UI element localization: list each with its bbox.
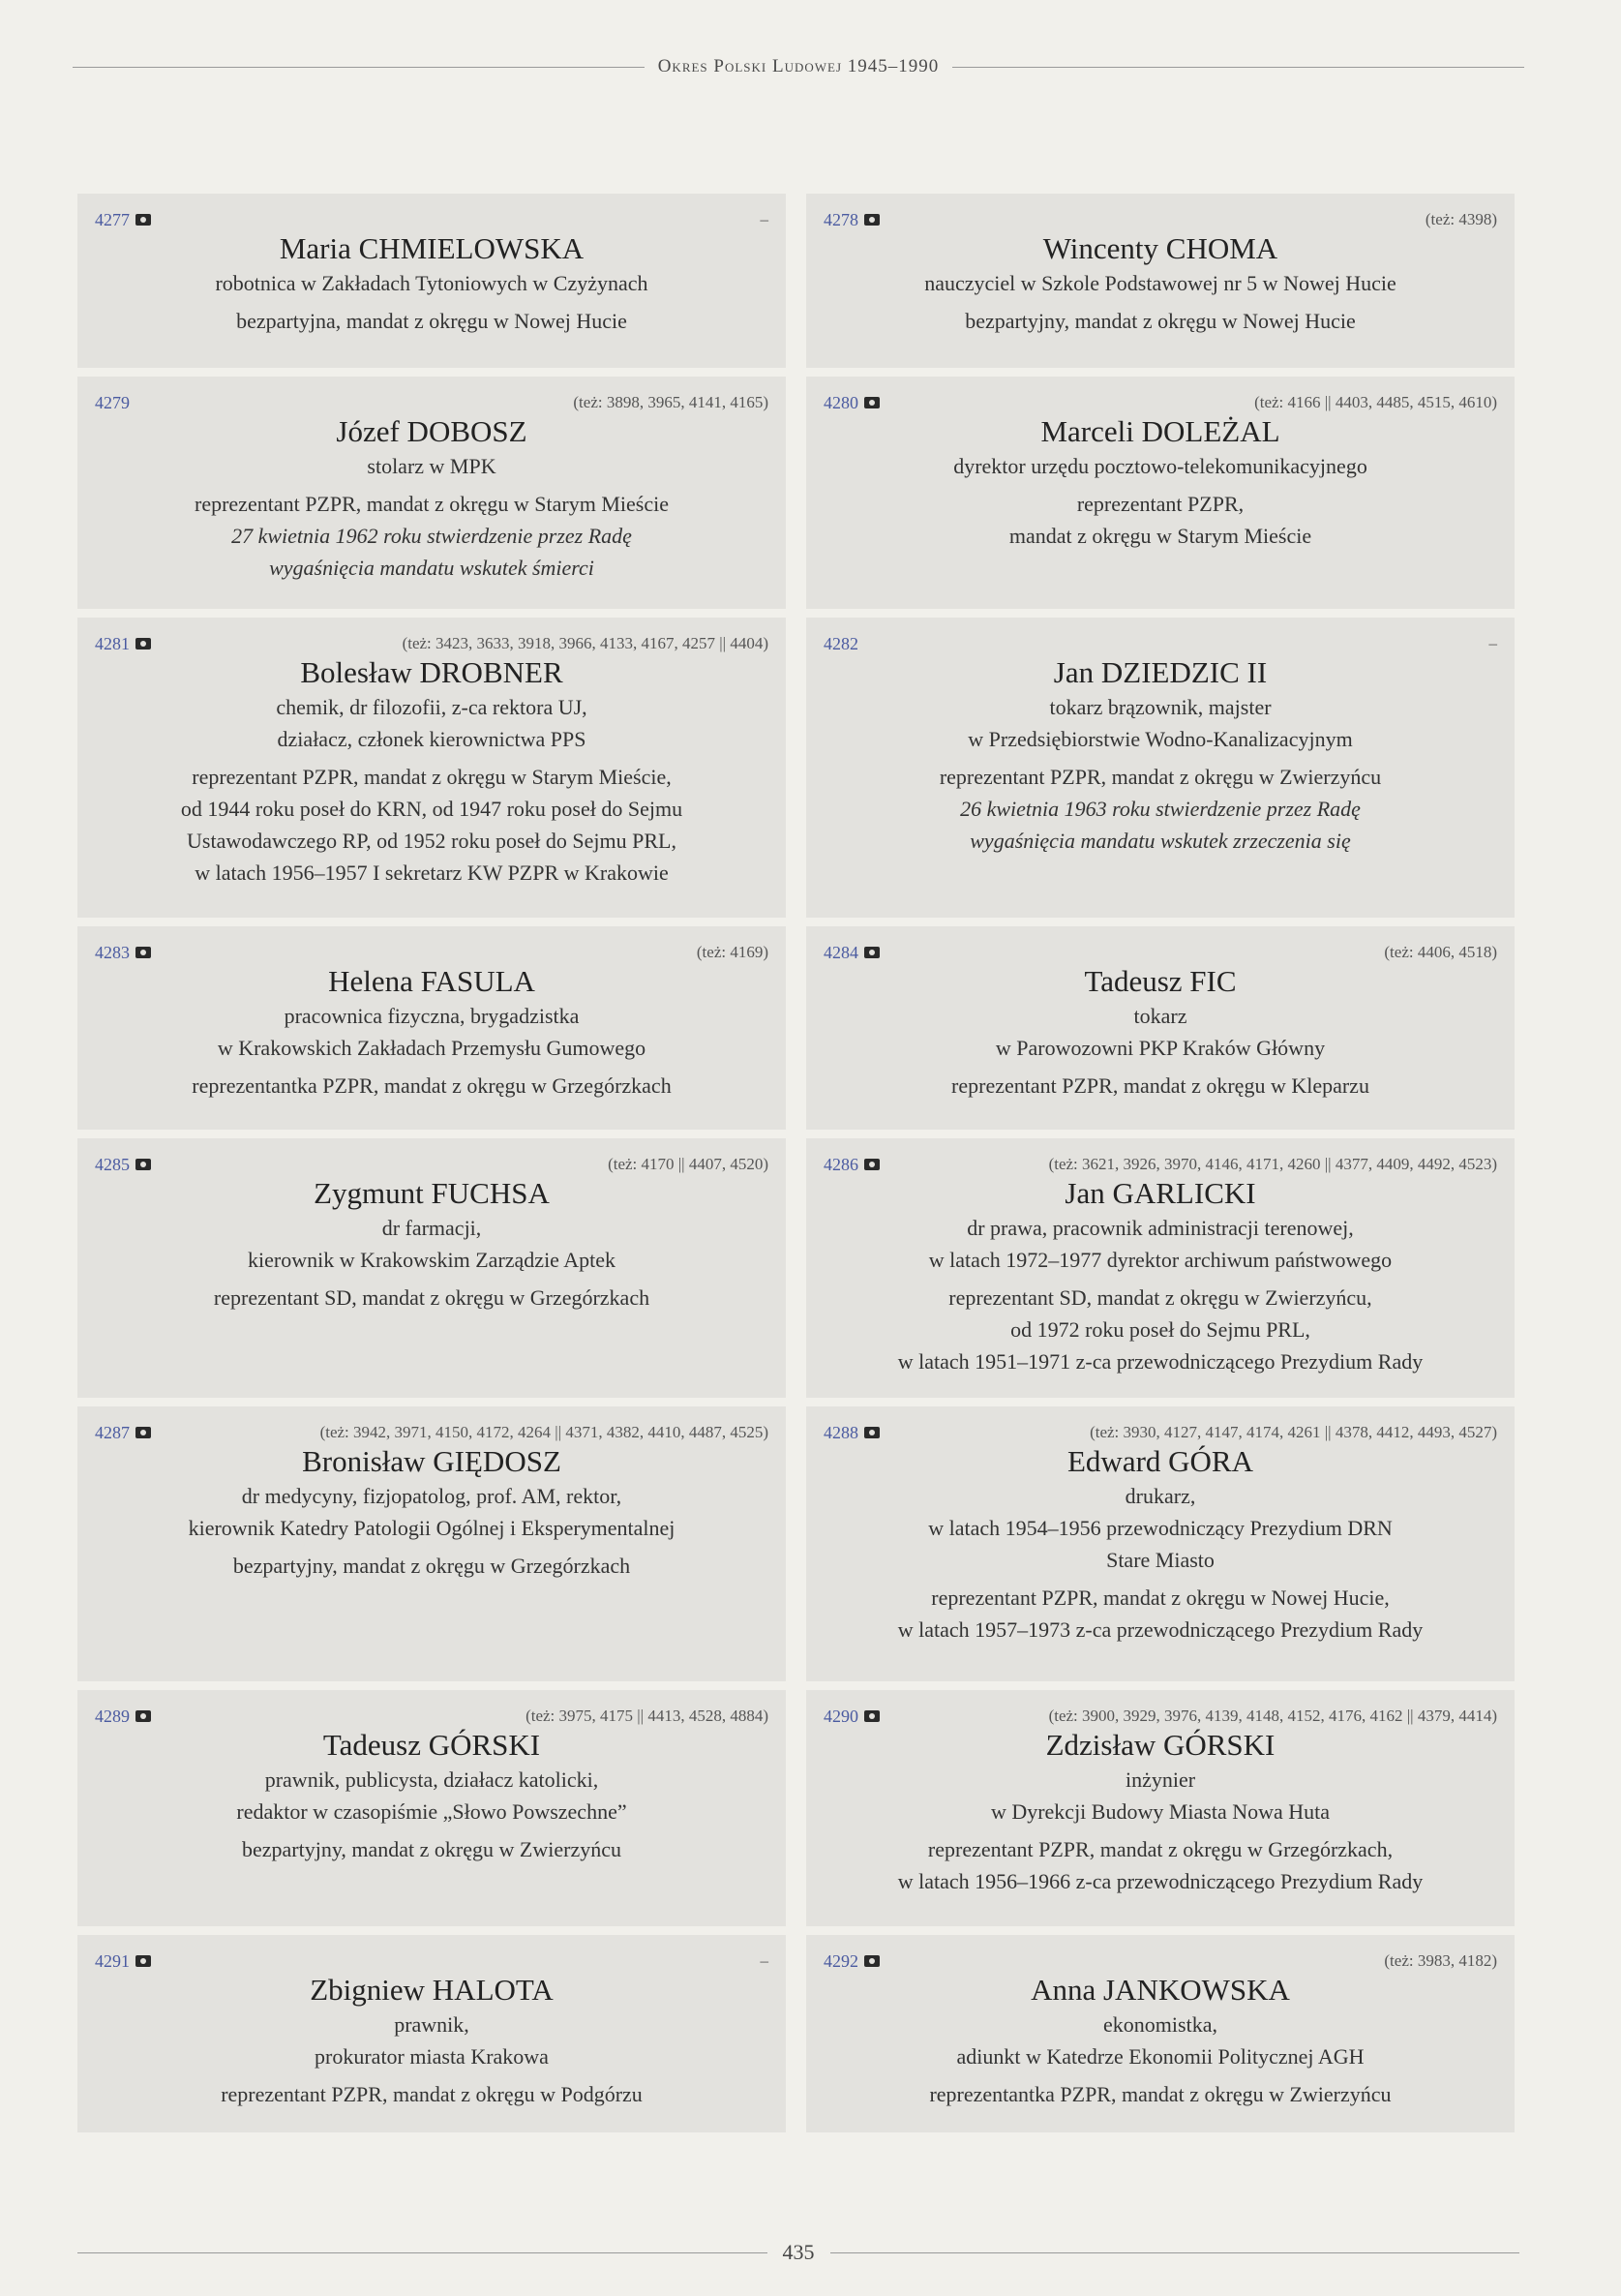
entry-number: 4278 xyxy=(824,209,858,229)
running-header xyxy=(73,55,1524,78)
entry-cross-refs: (też: 3975, 4175 || 4413, 4528, 4884) xyxy=(525,1707,768,1725)
entry-card xyxy=(806,1690,1515,1926)
entry-header xyxy=(95,1704,768,1729)
entry-number-group xyxy=(95,1423,151,1443)
entry-cross-refs: (też: 4170 || 4407, 4520) xyxy=(608,1155,768,1173)
entry-card xyxy=(806,1138,1515,1398)
entry-number-group xyxy=(95,1155,151,1175)
entry-number-group xyxy=(824,1155,880,1175)
entry-mandate-line: reprezentant PZPR, xyxy=(1076,492,1245,516)
entry-number: 4285 xyxy=(95,1154,130,1174)
entry-description-line: dr prawa, pracownik administracji terenowej, xyxy=(967,1216,1354,1240)
entry-card xyxy=(77,194,786,368)
photo-icon xyxy=(864,1159,880,1170)
entry-mandate-line: reprezentant PZPR, mandat z okręgu w Starym Mieście, xyxy=(192,765,672,789)
entries-grid xyxy=(77,194,1515,2132)
entry-header xyxy=(824,390,1497,415)
entry-cross-refs: (też: 3900, 3929, 3976, 4139, 4148, 4152, 4176, 4162 || 4379, 4414) xyxy=(1048,1707,1497,1725)
entry-mandate-line: od 1944 roku poseł do KRN, od 1947 roku poseł do Sejmu xyxy=(180,797,683,821)
entry-header xyxy=(95,1420,768,1445)
entry-description-line: pracownica fizyczna, brygadzistka xyxy=(284,1004,580,1028)
entry-name: Maria CHMIELOWSKA xyxy=(279,231,585,265)
entry-description-line: działacz, członek kierownictwa PPS xyxy=(277,727,586,751)
entry-description-line: nauczyciel w Szkole Podstawowej nr 5 w Nowej Hucie xyxy=(924,271,1396,295)
entry-number: 4280 xyxy=(824,392,858,412)
photo-icon xyxy=(135,947,151,958)
entry-number: 4291 xyxy=(95,1950,130,1971)
entry-number-group xyxy=(95,943,151,963)
photo-icon xyxy=(135,1159,151,1170)
entry-mandate-line: reprezentant SD, mandat z okręgu w Grzegórzkach xyxy=(213,1285,650,1310)
entry-cross-refs: (też: 4398) xyxy=(1425,210,1497,228)
entry-name: Zdzisław GÓRSKI xyxy=(1045,1728,1276,1762)
entry-description-line: w Dyrekcji Budowy Miasta Nowa Huta xyxy=(990,1799,1331,1824)
entry-cross-refs: (też: 3423, 3633, 3918, 3966, 4133, 4167, 4257 || 4404) xyxy=(402,634,768,652)
entry-note-line: 26 kwietnia 1963 roku stwierdzenie przez Radę xyxy=(960,797,1361,821)
entry-number: 4277 xyxy=(95,209,130,229)
entry-number: 4289 xyxy=(95,1706,130,1726)
entry-card xyxy=(806,377,1515,609)
entry-number: 4290 xyxy=(824,1706,858,1726)
entry-name: Edward GÓRA xyxy=(1067,1444,1253,1478)
entry-header xyxy=(95,390,768,415)
entry-header xyxy=(95,1949,768,1974)
page-number: 435 xyxy=(782,2240,815,2264)
entry-card xyxy=(806,1406,1515,1681)
header-rule-left xyxy=(73,67,645,68)
entry-card xyxy=(77,377,786,609)
entry-mandate-line: bezpartyjny, mandat z okręgu w Grzegórzkach xyxy=(232,1554,631,1578)
entry-number: 4279 xyxy=(95,392,130,412)
entry-cross-refs: (też: 3930, 4127, 4147, 4174, 4261 || 4378, 4412, 4493, 4527) xyxy=(1090,1423,1497,1441)
entry-description-line: w Parowozowni PKP Kraków Główny xyxy=(995,1036,1326,1060)
entry-number-group xyxy=(95,1951,151,1972)
entry-name: Józef DOBOSZ xyxy=(336,414,527,448)
entry-number: 4281 xyxy=(95,633,130,653)
entry-cross-refs: (też: 4166 || 4403, 4485, 4515, 4610) xyxy=(1254,393,1497,411)
entry-mandate-line: od 1972 roku poseł do Sejmu PRL, xyxy=(1010,1317,1310,1342)
entry-name: Marceli DOLEŻAL xyxy=(1040,414,1280,448)
entry-header xyxy=(824,1152,1497,1177)
entry-number-group xyxy=(824,1951,880,1972)
entry-header xyxy=(95,1152,768,1177)
photo-icon xyxy=(864,947,880,958)
entry-description-line: prokurator miasta Krakowa xyxy=(315,2044,549,2069)
entry-mandate-line: reprezentant PZPR, mandat z okręgu w Zwierzyńcu xyxy=(939,765,1382,789)
entry-cross-refs: (też: 4406, 4518) xyxy=(1384,943,1497,961)
entry-header xyxy=(824,1420,1497,1445)
entry-name: Bronisław GIĘDOSZ xyxy=(302,1444,561,1478)
entry-name: Jan GARLICKI xyxy=(1065,1176,1256,1210)
photo-icon xyxy=(864,1710,880,1722)
entry-description-line: stolarz w MPK xyxy=(367,454,496,478)
entry-description-line: prawnik, publicysta, działacz katolicki, xyxy=(264,1767,599,1792)
entry-mandate-line: w latach 1957–1973 z-ca przewodniczącego Prezydium Rady xyxy=(897,1617,1424,1642)
entry-card xyxy=(806,926,1515,1130)
entry-number: 4283 xyxy=(95,942,130,962)
entry-name: Anna JANKOWSKA xyxy=(1031,1973,1290,2007)
entry-description-line: tokarz brązownik, majster xyxy=(1049,695,1272,719)
entry-description-line: dr medycyny, fizjopatolog, prof. AM, rektor, xyxy=(241,1484,622,1508)
photo-icon xyxy=(135,214,151,226)
entry-mandate-line: w latach 1956–1966 z-ca przewodniczącego Prezydium Rady xyxy=(897,1869,1424,1893)
entry-description-line: drukarz, xyxy=(1125,1484,1196,1508)
entry-name: Zbigniew HALOTA xyxy=(310,1973,554,2007)
photo-icon xyxy=(864,397,880,408)
photo-icon xyxy=(135,1955,151,1967)
header-title: Okres Polski Ludowej 1945–1990 xyxy=(657,56,940,76)
entry-description-line: adiunkt w Katedrze Ekonomii Politycznej AGH xyxy=(956,2044,1365,2069)
entry-number-group xyxy=(824,634,858,654)
entry-description-line: w Przedsiębiorstwie Wodno-Kanalizacyjnym xyxy=(968,727,1353,751)
entry-name: Tadeusz FIC xyxy=(1084,964,1237,998)
entry-description-line: w latach 1972–1977 dyrektor archiwum państwowego xyxy=(928,1248,1393,1272)
entry-mandate-line: reprezentantka PZPR, mandat z okręgu w Grzegórzkach xyxy=(192,1073,672,1098)
entry-mandate-line: reprezentant SD, mandat z okręgu w Zwierzyńcu, xyxy=(948,1285,1372,1310)
entry-number-group xyxy=(824,1423,880,1443)
entry-number: 4282 xyxy=(824,633,858,653)
footer-rule-right xyxy=(830,2252,1520,2253)
entry-header xyxy=(95,631,768,656)
entry-mandate-line: bezpartyjna, mandat z okręgu w Nowej Hucie xyxy=(236,309,627,333)
entry-description-line: ekonomistka, xyxy=(1103,2012,1217,2037)
entry-description-line: tokarz xyxy=(1133,1004,1187,1028)
entry-mandate-line: mandat z okręgu w Starym Mieście xyxy=(1008,524,1312,548)
entry-mandate-line: w latach 1951–1971 z-ca przewodniczącego Prezydium Rady xyxy=(897,1349,1424,1374)
entry-description-line: chemik, dr filozofii, z-ca rektora UJ, xyxy=(276,695,587,719)
entry-description-line: redaktor w czasopiśmie „Słowo Powszechne” xyxy=(236,1799,627,1824)
entry-name: Jan DZIEDZIC II xyxy=(1053,655,1268,689)
entry-cross-refs: – xyxy=(760,1951,768,1970)
entry-card xyxy=(77,618,786,918)
entry-card xyxy=(806,1935,1515,2132)
entry-header xyxy=(824,940,1497,965)
entry-card xyxy=(77,1138,786,1398)
entry-card xyxy=(806,618,1515,918)
footer-rule-left xyxy=(77,2252,767,2253)
entry-name: Bolesław DROBNER xyxy=(300,655,563,689)
entry-mandate-line: reprezentant PZPR, mandat z okręgu w Grzegórzkach, xyxy=(927,1837,1394,1861)
entry-cross-refs: (też: 3898, 3965, 4141, 4165) xyxy=(573,393,768,411)
entry-number: 4286 xyxy=(824,1154,858,1174)
entry-description-line: w latach 1954–1956 przewodniczący Prezydium DRN xyxy=(928,1516,1393,1540)
photo-icon xyxy=(135,638,151,650)
entry-mandate-line: reprezentant PZPR, mandat z okręgu w Kleparzu xyxy=(951,1073,1369,1098)
entry-cross-refs: (też: 3983, 4182) xyxy=(1384,1951,1497,1970)
entry-header xyxy=(95,207,768,232)
entry-card xyxy=(806,194,1515,368)
entry-mandate-line: w latach 1956–1957 I sekretarz KW PZPR w Krakowie xyxy=(195,861,669,885)
entry-number-group xyxy=(95,634,151,654)
entry-mandate-line: bezpartyjny, mandat z okręgu w Nowej Hucie xyxy=(965,309,1356,333)
entry-card xyxy=(77,1690,786,1926)
entry-header xyxy=(824,1949,1497,1974)
entry-description-line: Stare Miasto xyxy=(1106,1548,1215,1572)
entry-cross-refs: – xyxy=(1488,634,1497,652)
photo-icon xyxy=(135,1427,151,1438)
entry-number-group xyxy=(95,393,130,413)
entry-name: Tadeusz GÓRSKI xyxy=(322,1728,541,1762)
entry-number: 4287 xyxy=(95,1422,130,1442)
entry-description-line: prawnik, xyxy=(394,2012,469,2037)
entry-header xyxy=(824,1704,1497,1729)
entry-mandate-line: reprezentantka PZPR, mandat z okręgu w Zwierzyńcu xyxy=(929,2082,1392,2106)
entry-name: Zygmunt FUCHSA xyxy=(314,1176,550,1210)
entry-description-line: robotnica w Zakładach Tytoniowych w Czyżynach xyxy=(215,271,648,295)
entry-name: Helena FASULA xyxy=(328,964,535,998)
entry-description-line: kierownik Katedry Patologii Ogólnej i Eksperymentalnej xyxy=(188,1516,675,1540)
entry-number-group xyxy=(824,210,880,230)
entry-description-line: dyrektor urzędu pocztowo-telekomunikacyjnego xyxy=(953,454,1367,478)
entry-number-group xyxy=(824,393,880,413)
entry-header xyxy=(95,940,768,965)
entry-description-line: inżynier xyxy=(1125,1767,1196,1792)
entry-number: 4284 xyxy=(824,942,858,962)
entry-number-group xyxy=(824,1707,880,1727)
entry-description-line: w Krakowskich Zakładach Przemysłu Gumowego xyxy=(217,1036,646,1060)
entry-mandate-line: reprezentant PZPR, mandat z okręgu w Starym Mieście xyxy=(195,492,669,516)
entry-cross-refs: (też: 4169) xyxy=(696,943,768,961)
entry-number-group xyxy=(95,210,151,230)
entry-card xyxy=(77,926,786,1130)
entry-note-line: 27 kwietnia 1962 roku stwierdzenie przez Radę xyxy=(231,524,632,548)
photo-icon xyxy=(864,214,880,226)
photo-icon xyxy=(864,1427,880,1438)
entry-description-line: dr farmacji, xyxy=(381,1216,482,1240)
entry-number: 4288 xyxy=(824,1422,858,1442)
photo-icon xyxy=(864,1955,880,1967)
page-footer xyxy=(77,2238,1519,2267)
entry-card xyxy=(77,1406,786,1681)
entry-mandate-line: reprezentant PZPR, mandat z okręgu w Nowej Hucie, xyxy=(931,1586,1390,1610)
entry-header xyxy=(824,631,1497,656)
entry-cross-refs: – xyxy=(760,210,768,228)
entry-mandate-line: bezpartyjny, mandat z okręgu w Zwierzyńcu xyxy=(242,1837,621,1861)
photo-icon xyxy=(135,1710,151,1722)
entry-note-line: wygaśnięcia mandatu wskutek śmierci xyxy=(269,556,594,580)
entry-card xyxy=(77,1935,786,2132)
entry-name: Wincenty CHOMA xyxy=(1042,231,1278,265)
entry-description-line: kierownik w Krakowskim Zarządzie Aptek xyxy=(248,1248,615,1272)
entry-cross-refs: (też: 3621, 3926, 3970, 4146, 4171, 4260 || 4377, 4409, 4492, 4523) xyxy=(1048,1155,1497,1173)
entry-note-line: wygaśnięcia mandatu wskutek zrzeczenia się xyxy=(970,829,1351,853)
entry-cross-refs: (też: 3942, 3971, 4150, 4172, 4264 || 4371, 4382, 4410, 4487, 4525) xyxy=(319,1423,768,1441)
entry-number-group xyxy=(824,943,880,963)
header-rule-right xyxy=(952,67,1524,68)
entry-header xyxy=(824,207,1497,232)
entry-number-group xyxy=(95,1707,151,1727)
entry-number: 4292 xyxy=(824,1950,858,1971)
entry-mandate-line: reprezentant PZPR, mandat z okręgu w Podgórzu xyxy=(221,2082,643,2106)
entry-mandate-line: Ustawodawczego RP, od 1952 roku poseł do Sejmu PRL, xyxy=(187,829,676,853)
